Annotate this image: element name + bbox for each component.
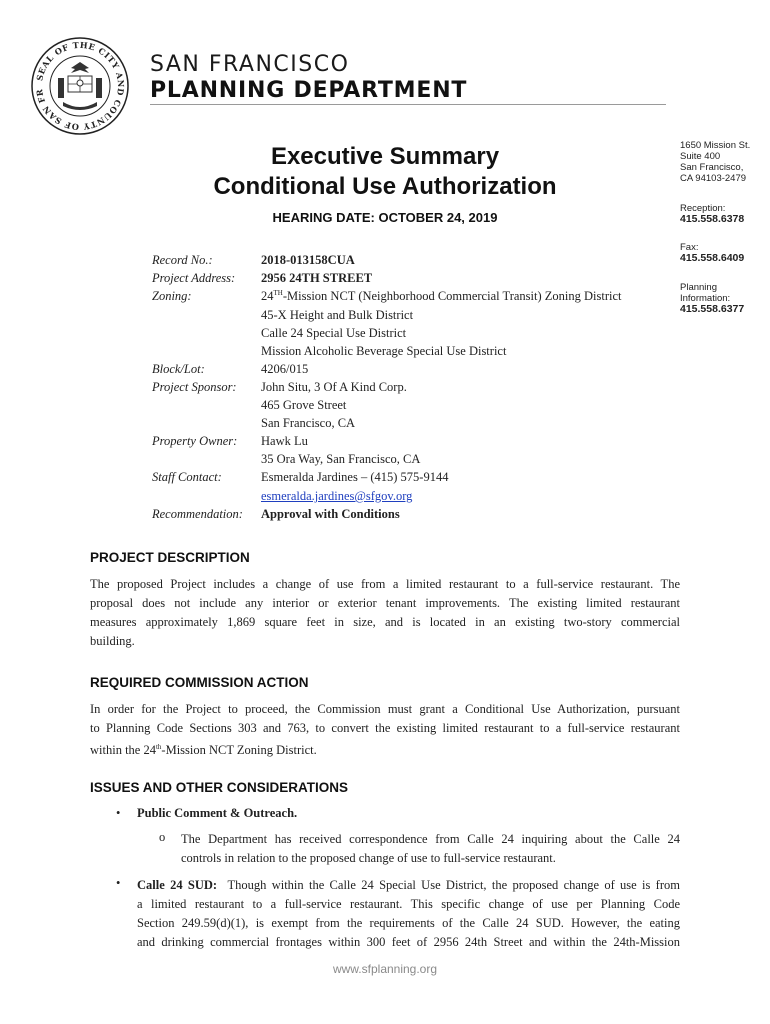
record-no-value: 2018-013158CUA: [261, 253, 355, 267]
paragraph-line: a limited restaurant to a full-service restaurant. This specific change of use per Planning Code: [137, 897, 680, 911]
section-heading: PROJECT DESCRIPTION: [90, 550, 250, 565]
reception-block: [680, 203, 770, 225]
bullet-text: [137, 876, 680, 952]
document-subtitle: Conditional Use Authorization: [213, 173, 557, 200]
planning-info-block: [680, 282, 770, 315]
zoning-ordinal: TH: [273, 289, 283, 297]
address-line: CA 94103-2479: [680, 173, 747, 184]
paragraph-line: and drinking commercial frontages within 300 feet of 2956 24th Street and within the 24th-Mission: [137, 935, 680, 949]
bullet-glyph: •: [116, 806, 121, 820]
project-description-text: [90, 575, 680, 651]
paragraph-line: measures approximately 1,869 square feet in size, and is located in an existing two-story commercial: [90, 615, 680, 629]
planning-number: 415.558.6377: [680, 303, 745, 315]
footer-url: www.sfplanning.org: [332, 962, 438, 976]
paragraph-line: The Department has received correspondence from Calle 24 inquiring about the Calle 24: [181, 832, 680, 846]
paragraph-line: The proposed Project includes a change of use from a limited restaurant to a full-service restaurant. The: [90, 577, 680, 591]
reception-number: 415.558.6378: [680, 213, 745, 225]
staff-email-link[interactable]: esmeralda.jardines@sfgov.org: [261, 489, 413, 503]
zoning-value: Mission Alcoholic Beverage Special Use District: [261, 344, 507, 358]
hearing-date: HEARING DATE: OCTOBER 24, 2019: [272, 210, 498, 225]
paragraph-line: to Planning Code Sections 303 and 763, to convert the existing limited restaurant to a full-service restaurant: [90, 721, 680, 735]
paragraph-line: building.: [90, 634, 135, 648]
fax-number: 415.558.6409: [680, 252, 745, 264]
bullet-title: Calle 24 SUD:: [137, 878, 218, 892]
sponsor-value: San Francisco, CA: [261, 416, 356, 430]
bullet-title: Public Comment & Outreach.: [137, 806, 298, 820]
reception-label: Reception:: [680, 203, 726, 214]
address-line: 1650 Mission St.: [680, 140, 751, 151]
paragraph-line: In order for the Project to proceed, the Commission must grant a Conditional Use Authorization, pursuant: [90, 702, 680, 716]
line-rest: -Mission NCT Zoning District.: [161, 743, 317, 757]
commission-action-text: [90, 700, 680, 760]
paragraph-line: proposal does not include any interior or exterior tenant improvements. The existing limited restaurant: [90, 596, 680, 610]
owner-label: Property Owner:: [152, 434, 238, 448]
block-lot-value: 4206/015: [261, 362, 309, 376]
sponsor-value: John Situ, 3 Of A Kind Corp.: [261, 380, 407, 394]
paragraph-line: Section 249.59(d)(1), is exempt from the requirements of the Calle 24 SUD. However, the eating: [137, 916, 680, 930]
zoning-district: -Mission NCT (Neighborhood Commercial Transit) Zoning District: [282, 289, 622, 303]
svg-text:SEAL OF THE CITY AND COUNTY OF: SEAL OF THE CITY AND COUNTY OF SAN FR: [33, 39, 127, 133]
record-no-label: Record No.:: [152, 253, 213, 267]
zoning-value: 45-X Height and Bulk District: [261, 308, 414, 322]
line-prefix: within the 24: [90, 743, 156, 757]
zoning-label: Zoning:: [152, 289, 192, 303]
staff-email-wrap: [261, 489, 412, 504]
project-address-label: Project Address:: [152, 271, 236, 285]
bullet-glyph: •: [116, 876, 121, 890]
section-heading: ISSUES AND OTHER CONSIDERATIONS: [90, 780, 349, 795]
zoning-value: [261, 289, 622, 304]
recommendation-label: Recommendation:: [152, 507, 243, 521]
sponsor-value: 465 Grove Street: [261, 398, 347, 412]
address-line: Suite 400: [680, 151, 721, 162]
office-address: [680, 140, 770, 184]
ordinal-suffix: th: [155, 743, 162, 751]
address-line: San Francisco,: [680, 162, 744, 173]
owner-value: 35 Ora Way, San Francisco, CA: [261, 452, 421, 466]
paragraph-line: controls in relation to the proposed change of use to full-service restaurant.: [181, 851, 556, 865]
sub-bullet-text: [181, 830, 680, 868]
paragraph-line: [137, 876, 680, 895]
planning-label: Information:: [680, 293, 731, 304]
block-lot-label: Block/Lot:: [152, 362, 205, 376]
section-heading: REQUIRED COMMISSION ACTION: [90, 675, 309, 690]
bullet-lead: Though within the Calle 24 Special Use District, the proposed change of use is from: [227, 878, 680, 892]
department-name-line1: SAN FRANCISCO: [150, 52, 350, 77]
paragraph-line: [90, 738, 680, 760]
owner-value: Hawk Lu: [261, 434, 308, 448]
city-seal-logo: [30, 36, 130, 136]
sponsor-label: Project Sponsor:: [152, 380, 237, 394]
fax-label: Fax:: [680, 242, 699, 253]
project-address-value: 2956 24TH STREET: [261, 271, 373, 285]
header-divider: [150, 104, 666, 105]
sub-bullet-glyph: o: [159, 830, 166, 844]
recommendation-value: Approval with Conditions: [261, 507, 400, 521]
planning-label: Planning: [680, 282, 717, 293]
zoning-number: 24: [261, 289, 274, 303]
staff-contact-label: Staff Contact:: [152, 470, 222, 484]
fax-block: [680, 242, 770, 264]
staff-contact-value: Esmeralda Jardines – (415) 575-9144: [261, 470, 449, 484]
department-name-line2: PLANNING DEPARTMENT: [150, 78, 468, 103]
zoning-value: Calle 24 Special Use District: [261, 326, 407, 340]
document-title: Executive Summary: [270, 143, 500, 170]
